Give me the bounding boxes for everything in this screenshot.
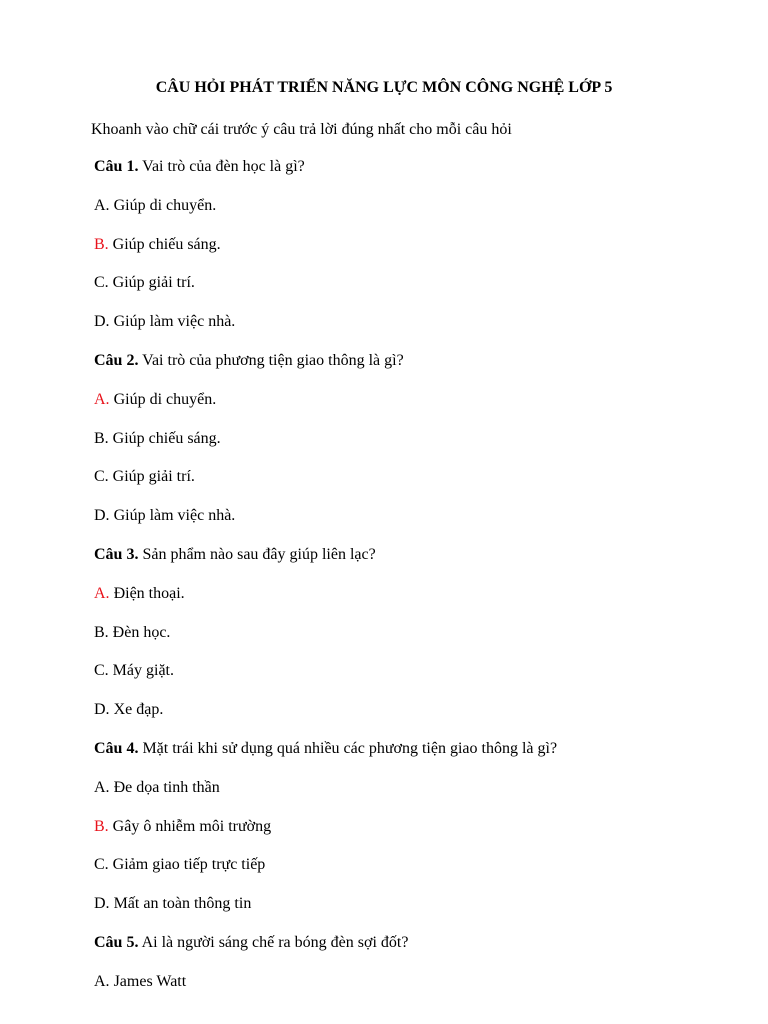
correct-option-letter: B. <box>94 817 109 835</box>
option-text: Mất an toàn thông tin <box>109 895 252 913</box>
option-letter: D. <box>94 507 110 525</box>
question-text: Ai là người sáng chế ra bóng đèn sợi đốt? <box>138 933 409 951</box>
answer-option[interactable] <box>94 777 728 799</box>
option-text: Đe dọa tinh thần <box>109 778 220 796</box>
option-letter: B. <box>94 623 109 641</box>
option-letter: C. <box>94 662 109 680</box>
answer-option[interactable] <box>94 466 728 488</box>
option-text: Giúp di chuyển. <box>109 196 217 214</box>
option-text: Gây ô nhiễm môi trường <box>108 817 272 835</box>
question-label: Câu 1. <box>94 158 139 175</box>
option-text: Máy giặt. <box>108 662 174 680</box>
question-text: Mặt trái khi sử dụng quá nhiều các phương tiện giao thông là gì? <box>138 739 558 757</box>
option-text: Giúp làm việc nhà. <box>109 313 236 331</box>
question-list <box>94 156 728 1010</box>
option-letter: A. <box>94 196 110 214</box>
document-title: CÂU HỎI PHÁT TRIỂN NĂNG LỰC MÔN CÔNG NGHỆ LỚP 5 <box>155 79 613 96</box>
option-text: Giúp di chuyển. <box>109 390 217 408</box>
option-letter: A. <box>94 972 110 990</box>
option-text: Giảm giao tiếp trực tiếp <box>108 856 266 874</box>
answer-option[interactable] <box>94 234 728 256</box>
option-letter: D. <box>94 313 110 331</box>
option-letter: C. <box>94 856 109 874</box>
question-label: Câu 2. <box>94 351 139 369</box>
option-letter: C. <box>94 468 109 486</box>
question-1 <box>94 156 728 178</box>
correct-option-letter: A. <box>94 584 110 602</box>
answer-option[interactable] <box>94 389 728 411</box>
option-text: Giúp giải trí. <box>108 274 195 292</box>
option-text: Giúp chiếu sáng. <box>108 235 221 253</box>
option-text: Điện thoại. <box>109 584 185 602</box>
option-text: Giúp chiếu sáng. <box>108 429 221 447</box>
answer-option[interactable] <box>94 505 728 527</box>
answer-option[interactable] <box>94 660 728 682</box>
question-3 <box>94 544 728 566</box>
option-letter: D. <box>94 895 110 913</box>
correct-option-letter: A. <box>94 390 110 408</box>
correct-option-letter: B. <box>94 235 109 253</box>
answer-option[interactable] <box>94 854 728 876</box>
question-label: Câu 4. <box>94 739 139 757</box>
answer-option[interactable] <box>94 971 728 993</box>
option-text: Đèn học. <box>108 623 171 641</box>
option-text: Xe đạp. <box>109 701 164 719</box>
question-text: Sản phẩm nào sau đây giúp liên lạc? <box>138 545 376 563</box>
answer-option[interactable] <box>94 195 728 217</box>
answer-option[interactable] <box>94 311 728 333</box>
question-text: Vai trò của phương tiện giao thông là gì? <box>138 351 404 369</box>
question-5 <box>94 932 728 954</box>
answer-option[interactable] <box>94 583 728 605</box>
answer-option[interactable] <box>94 622 728 644</box>
answer-option[interactable] <box>94 816 728 838</box>
question-4 <box>94 738 728 760</box>
option-text: Giúp làm việc nhà. <box>109 507 236 525</box>
answer-option[interactable] <box>94 699 728 721</box>
question-label: Câu 5. <box>94 933 139 951</box>
answer-option[interactable] <box>94 272 728 294</box>
option-letter: C. <box>94 274 109 292</box>
question-text: Vai trò của đèn học là gì? <box>138 158 305 175</box>
answer-option[interactable] <box>94 428 728 450</box>
option-letter: D. <box>94 701 110 719</box>
question-label: Câu 3. <box>94 545 139 563</box>
option-letter: A. <box>94 778 110 796</box>
option-text: Giúp giải trí. <box>108 468 195 486</box>
question-2 <box>94 350 728 372</box>
instruction-text: Khoanh vào chữ cái trước ý câu trả lời đúng nhất cho mỗi câu hỏi <box>91 121 512 138</box>
answer-option[interactable] <box>94 893 728 915</box>
option-letter: B. <box>94 429 109 447</box>
option-text: James Watt <box>109 972 187 990</box>
